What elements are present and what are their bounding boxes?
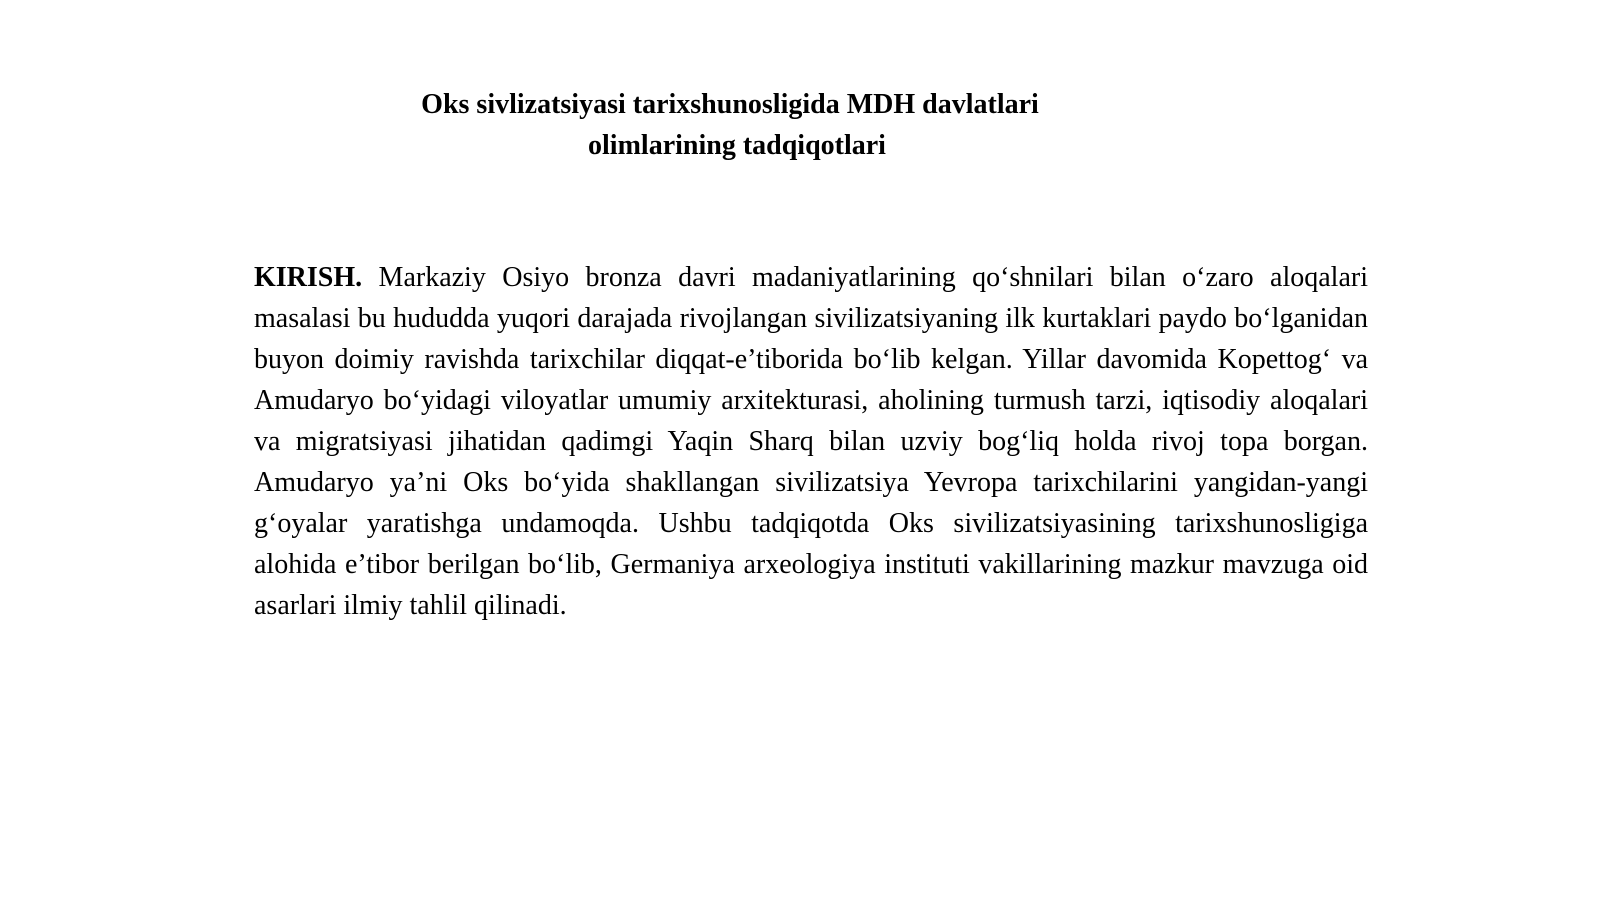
intro-paragraph bbox=[254, 257, 1368, 626]
intro-label: KIRISH. bbox=[254, 262, 363, 293]
title-line-2: olimlarining tadqiqotlari bbox=[588, 130, 886, 161]
title-line-1: Oks sivlizatsiyasi tarixshunosligida MDH davlatlari bbox=[421, 89, 1039, 120]
intro-text: Markaziy Osiyo bronza davri madaniyatlarining qo‘shnilari bilan o‘zaro aloqalari masalasi bu hududda yuqori darajada rivojlangan sivilizatsiyaning ilk kurtaklari paydo bo‘lganidan buyon doimiy ravishda tarixchilar diqqat-e’tiborida bo‘lib kelgan. Yillar davomida Kopettog‘ va Amudaryo bo‘yidagi viloyatlar umumiy arxitekturasi, aholining turmush tarzi, iqtisodiy aloqalari va migratsiyasi jihatidan qadimgi Yaqin Sharq bilan uzviy bog‘liq holda rivoj topa borgan. Amudaryo ya’ni Oks bo‘yida shakllangan sivilizatsiya Yevropa tarixchilarini yangidan-yangi g‘oyalar yaratishga undamoqda. Ushbu tadqiqotda Oks sivilizatsiyasining tarixshunosligiga alohida e’tibor berilgan bo‘lib, Germaniya arxeologiya instituti vakillarining mazkur mavzuga oid asarlari ilmiy tahlil qilinadi. bbox=[254, 262, 1368, 621]
document-title bbox=[250, 84, 1210, 166]
